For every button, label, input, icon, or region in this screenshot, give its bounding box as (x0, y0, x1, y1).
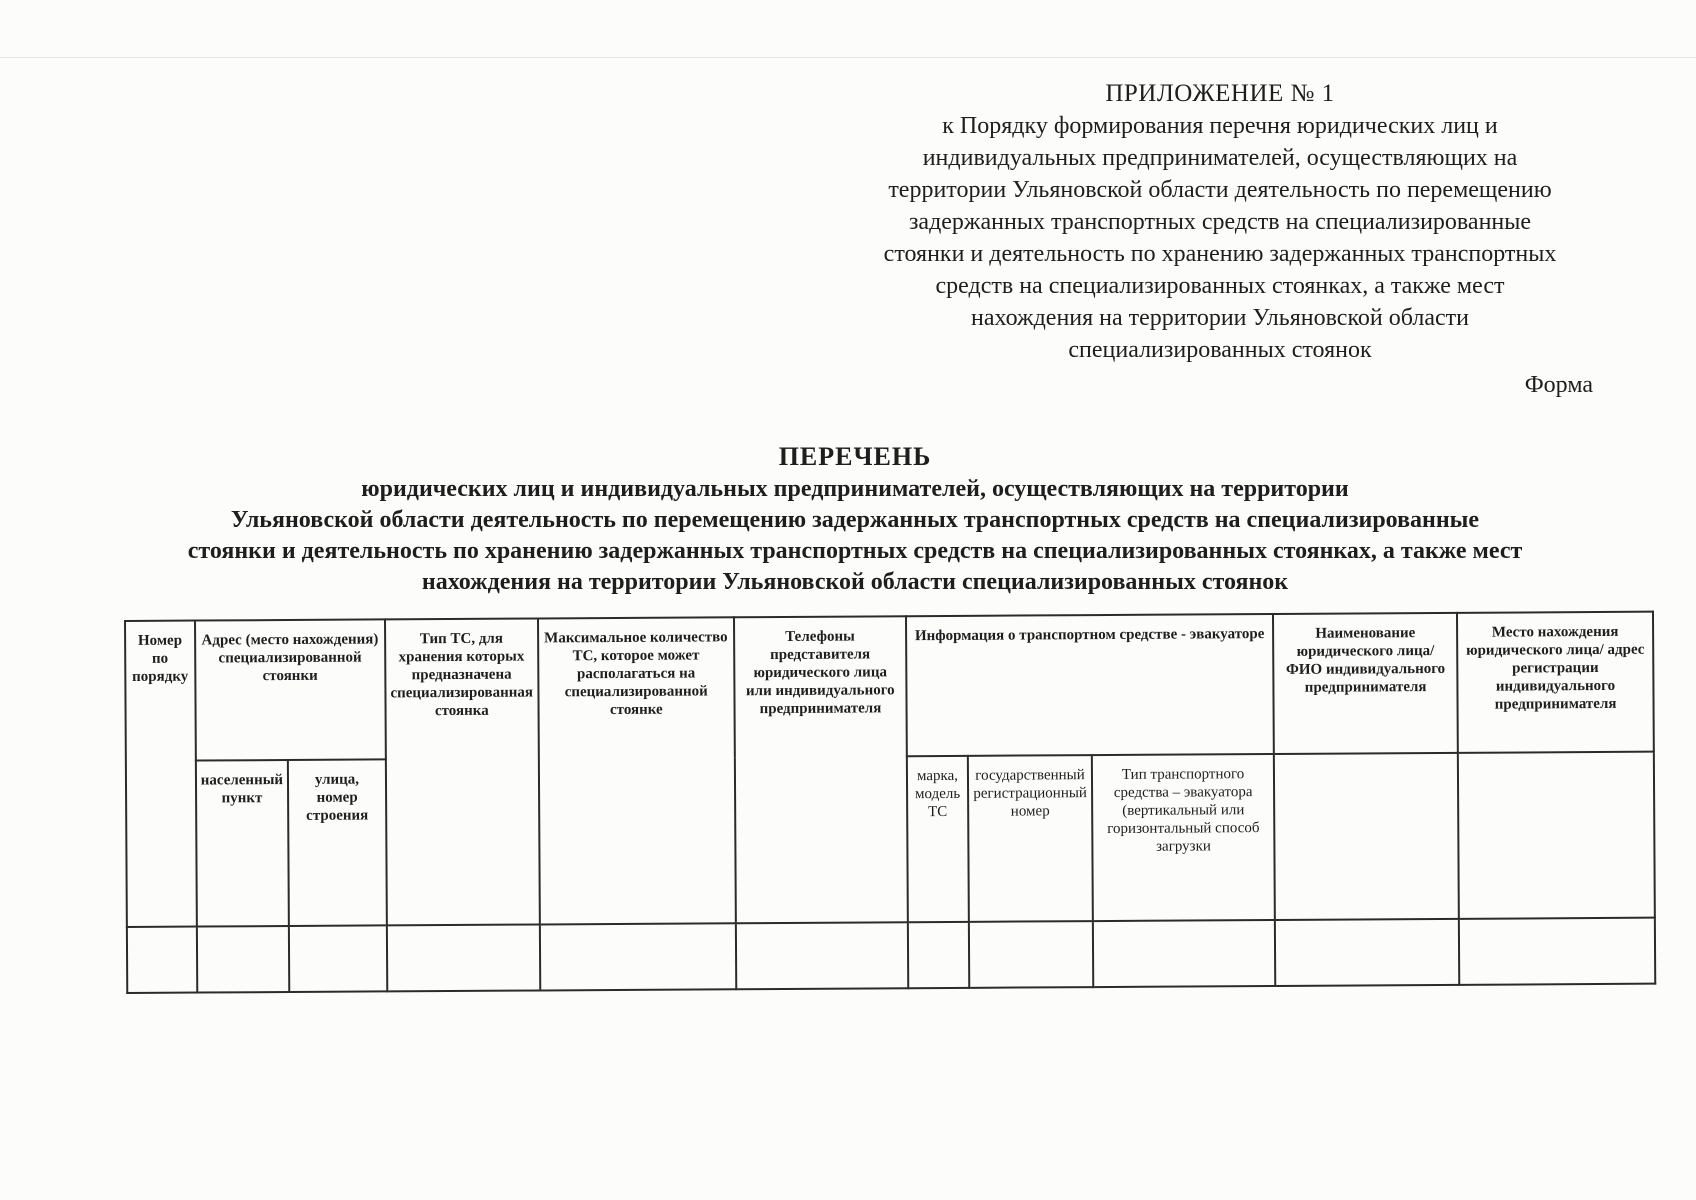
header-location: Место нахождения юридического лица/ адрес регистрации индивидуального предпринимателя (1457, 612, 1654, 753)
table-row (127, 918, 1655, 993)
appendix-number: ПРИЛОЖЕНИЕ № 1 (1105, 80, 1335, 107)
header-max-count: Максимальное количество ТС, которое может располагаться на специализированной стоянке (538, 617, 736, 924)
title-line: нахождения на территории Ульяновской области специализированных стоянок (421, 569, 1289, 595)
table-cell (289, 925, 387, 992)
header-tow-info: Информация о транспортном средстве - эвакуаторе (906, 614, 1274, 756)
appendix-line: стоянки и деятельность по хранению задержанных транспортных (883, 241, 1557, 267)
header-tow-model: марка, модель ТС (907, 756, 969, 922)
title-main: ПЕРЕЧЕНЬ (778, 442, 932, 471)
table-cell (1274, 753, 1459, 920)
header-name: Наименование юридического лица/ ФИО индивидуального предпринимателя (1273, 613, 1458, 754)
header-phones: Телефоны представителя юридического лица или индивидуального предпринимателя (734, 616, 908, 923)
table-cell (127, 927, 197, 993)
title-line: стоянки и деятельность по хранению задержанных транспортных средств на специализированных стоянках, а также мест (187, 538, 1523, 564)
table-cell (539, 923, 736, 990)
appendix-line: задержанных транспортных средств на специализированные (908, 209, 1532, 235)
appendix-header (840, 78, 1600, 366)
table-cell (387, 924, 540, 991)
table-cell (1275, 919, 1459, 986)
appendix-line: индивидуальных предпринимателей, осуществляющих на (922, 145, 1518, 171)
appendix-line: средств на специализированных стоянках, а также мест (935, 273, 1505, 299)
registry-table (124, 611, 1656, 994)
appendix-line: специализированных стоянок (1068, 337, 1372, 363)
table-cell (969, 921, 1093, 988)
appendix-line: нахождения на территории Ульяновской области (971, 305, 1469, 331)
appendix-line: территории Ульяновской области деятельность по перемещению (888, 177, 1552, 203)
header-number: Номер по порядку (125, 621, 197, 927)
title-line: Ульяновской области деятельность по перемещению задержанных транспортных средств на специализированные (230, 507, 1480, 533)
document-title (110, 440, 1600, 598)
header-vehicle-type: Тип ТС, для хранения которых предназначена специализированная стоянка (385, 618, 539, 925)
header-address-street: улица, номер строения (288, 759, 387, 926)
appendix-line: к Порядку формирования перечня юридических лиц и (942, 113, 1498, 139)
header-tow-plate: государственный регистрационный номер (968, 755, 1093, 922)
scan-edge-line (0, 57, 1696, 58)
table-cell (1459, 918, 1655, 985)
table-cell (1093, 920, 1276, 987)
table-cell (197, 926, 290, 993)
table-cell (736, 922, 908, 989)
header-address-settlement: населенный пункт (196, 760, 289, 927)
title-line: юридических лиц и индивидуальных предпринимателей, осуществляющих на территории (361, 476, 1349, 502)
table-cell (908, 922, 970, 988)
header-tow-type: Тип транспортного средства – эвакуатора (вертикальный или горизонтальный способ загрузки (1092, 754, 1275, 921)
header-address: Адрес (место нахождения) специализированной стоянки (195, 619, 386, 760)
table-cell (1458, 752, 1655, 919)
form-label: Форма (1524, 372, 1593, 398)
